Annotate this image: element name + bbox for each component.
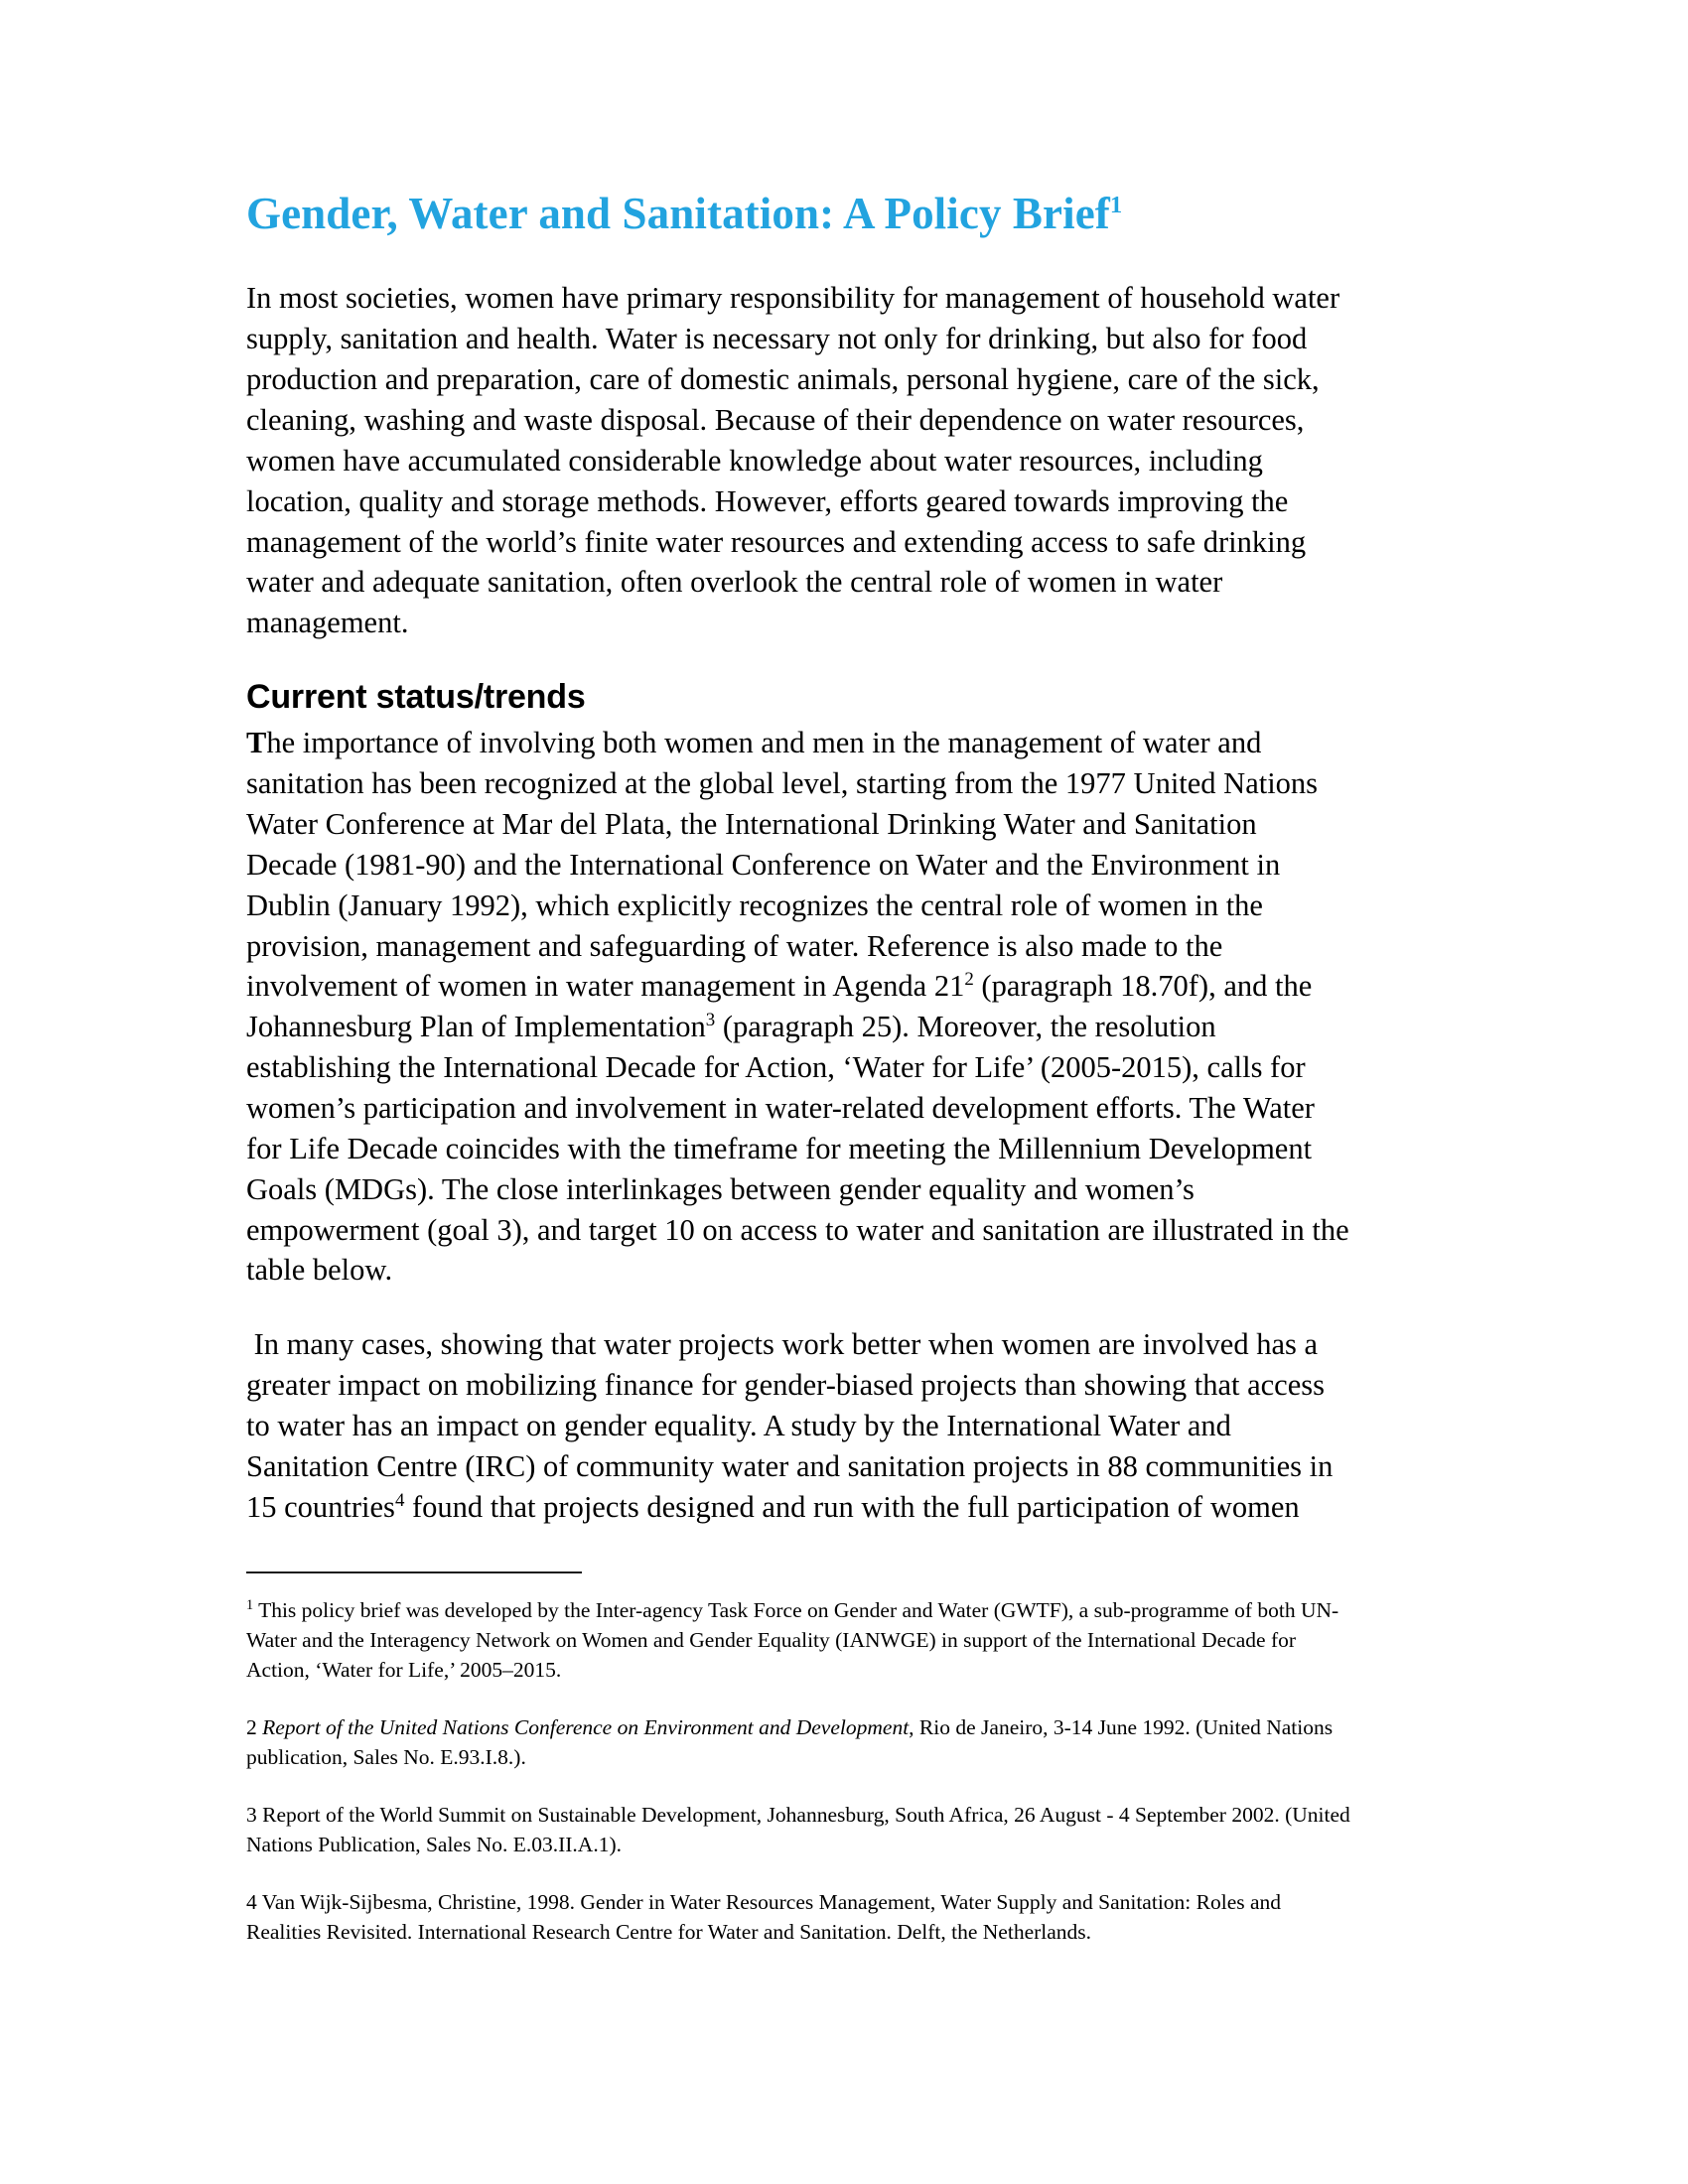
section-heading-current-status: Current status/trends — [246, 678, 586, 717]
footnote-item-1 — [246, 1595, 1353, 1685]
page-title — [246, 189, 1353, 238]
footnote-text-2: , Rio de Janeiro, 3-14 June 1992. (United Nations publication, Sales No. E.93.I.8.). — [246, 1714, 1338, 1769]
footnote-item-2 — [246, 1712, 1353, 1772]
title-footnote-marker: 1 — [1109, 192, 1123, 218]
page-content — [246, 189, 1357, 1947]
intro-paragraph: In most societies, women have primary responsibility for management of household water supply, sanitation and health. Water is necessary not only for drinking, but also for food production and preparation, care of domestic animals, personal hygiene, care of the sick, cleaning, washing and waste disposal. Because of their dependence on water resources, women have accumulated considerable knowledge about water resources, including location, quality and storage methods. However, efforts geared towards improving the management of the world’s finite water resources and extending access to safe drinking water and adequate sanitation, often overlook the central role of women in water management. — [246, 281, 1347, 640]
footnote-item-4 — [246, 1887, 1353, 1947]
footnote-list — [246, 1595, 1356, 1948]
footnote-ref-4: 4 — [394, 1489, 405, 1511]
footnote-marker-4: 4 — [246, 1890, 257, 1915]
study-paragraph-part-1: In many cases, showing that water projects work better when women are involved has a greater impact on mobilizing finance for gender-biased projects than showing that access to water has an impact on gender equality. A study by the International Water and Sanitation Centre (IRC) of community water and sanitation projects in 88 communities in 15 countries — [246, 1327, 1341, 1524]
study-paragraph — [246, 1324, 1353, 1527]
footnote-text-1: This policy brief was developed by the Inter-agency Task Force on Gender and Water (GWTF), a sub-programme of both UN-Water and the Interagency Network on Women and Gender Equality (IANWGE) in support of the International Decade for Action, ‘Water for Life,’ 2005–2015. — [246, 1597, 1339, 1682]
footnote-marker-1: 1 — [246, 1596, 254, 1613]
section-paragraph-part-3: (paragraph 25). Moreover, the resolution establishing the International Decade for Action, ‘Water for Life’ (2005-2015), calls for women’s participation and involvement in water-related development efforts. The Water for Life Decade coincides with the timeframe for meeting the Millennium Development Goals (MDGs). The close interlinkages between gender equality and women’s empowerment (goal 3), and target 10 on access to water and sanitation are illustrated in the table below. — [246, 1010, 1357, 1288]
section-paragraph-part-1: he importance of involving both women and men in the management of water and sanitation has been recognized at the global level, starting from the 1977 United Nations Water Conference at Mar del Plata, the International Drinking Water and Sanitation Decade (1981-90) and the International Conference on Water and the Environment in Dublin (January 1992), which explicitly recognizes the central role of women in the provision, management and safeguarding of water. Reference is also made to the involvement of women in water management in Agenda 21 — [246, 726, 1326, 1004]
footnote-text-3: Report of the World Summit on Sustainable Development, Johannesburg, South Africa, 26 August - 4 September 2002. (United Nations Publication, Sales No. E.03.II.A.1). — [246, 1803, 1356, 1857]
footnote-marker-2: 2 — [246, 1714, 257, 1739]
footnote-title-italic-2: Report of the United Nations Conference on Environment and Development — [262, 1714, 910, 1739]
section-paragraph-part-2: (paragraph 18.70f), and the Johannesburg Plan of Implementation — [246, 969, 1320, 1044]
paragraph-lead-letter: T — [246, 726, 267, 760]
footnote-ref-2: 2 — [964, 969, 974, 991]
footnote-ref-3: 3 — [705, 1010, 716, 1031]
footnote-separator-rule — [246, 1571, 582, 1573]
section-paragraph — [246, 723, 1357, 1291]
footnote-marker-3: 3 — [246, 1803, 257, 1828]
footnote-item-3 — [246, 1800, 1356, 1859]
footnote-text-4: Van Wijk-Sijbesma, Christine, 1998. Gender in Water Resources Management, Water Supply and Sanitation: Roles and Realities Revisited. International Research Centre for Water and Sanitation. Delft, the Netherlands. — [246, 1890, 1287, 1945]
study-paragraph-part-2: found that projects designed and run with the full participation of women — [404, 1489, 1300, 1524]
page-title-text: Gender, Water and Sanitation: A Policy Brief — [246, 189, 1110, 238]
